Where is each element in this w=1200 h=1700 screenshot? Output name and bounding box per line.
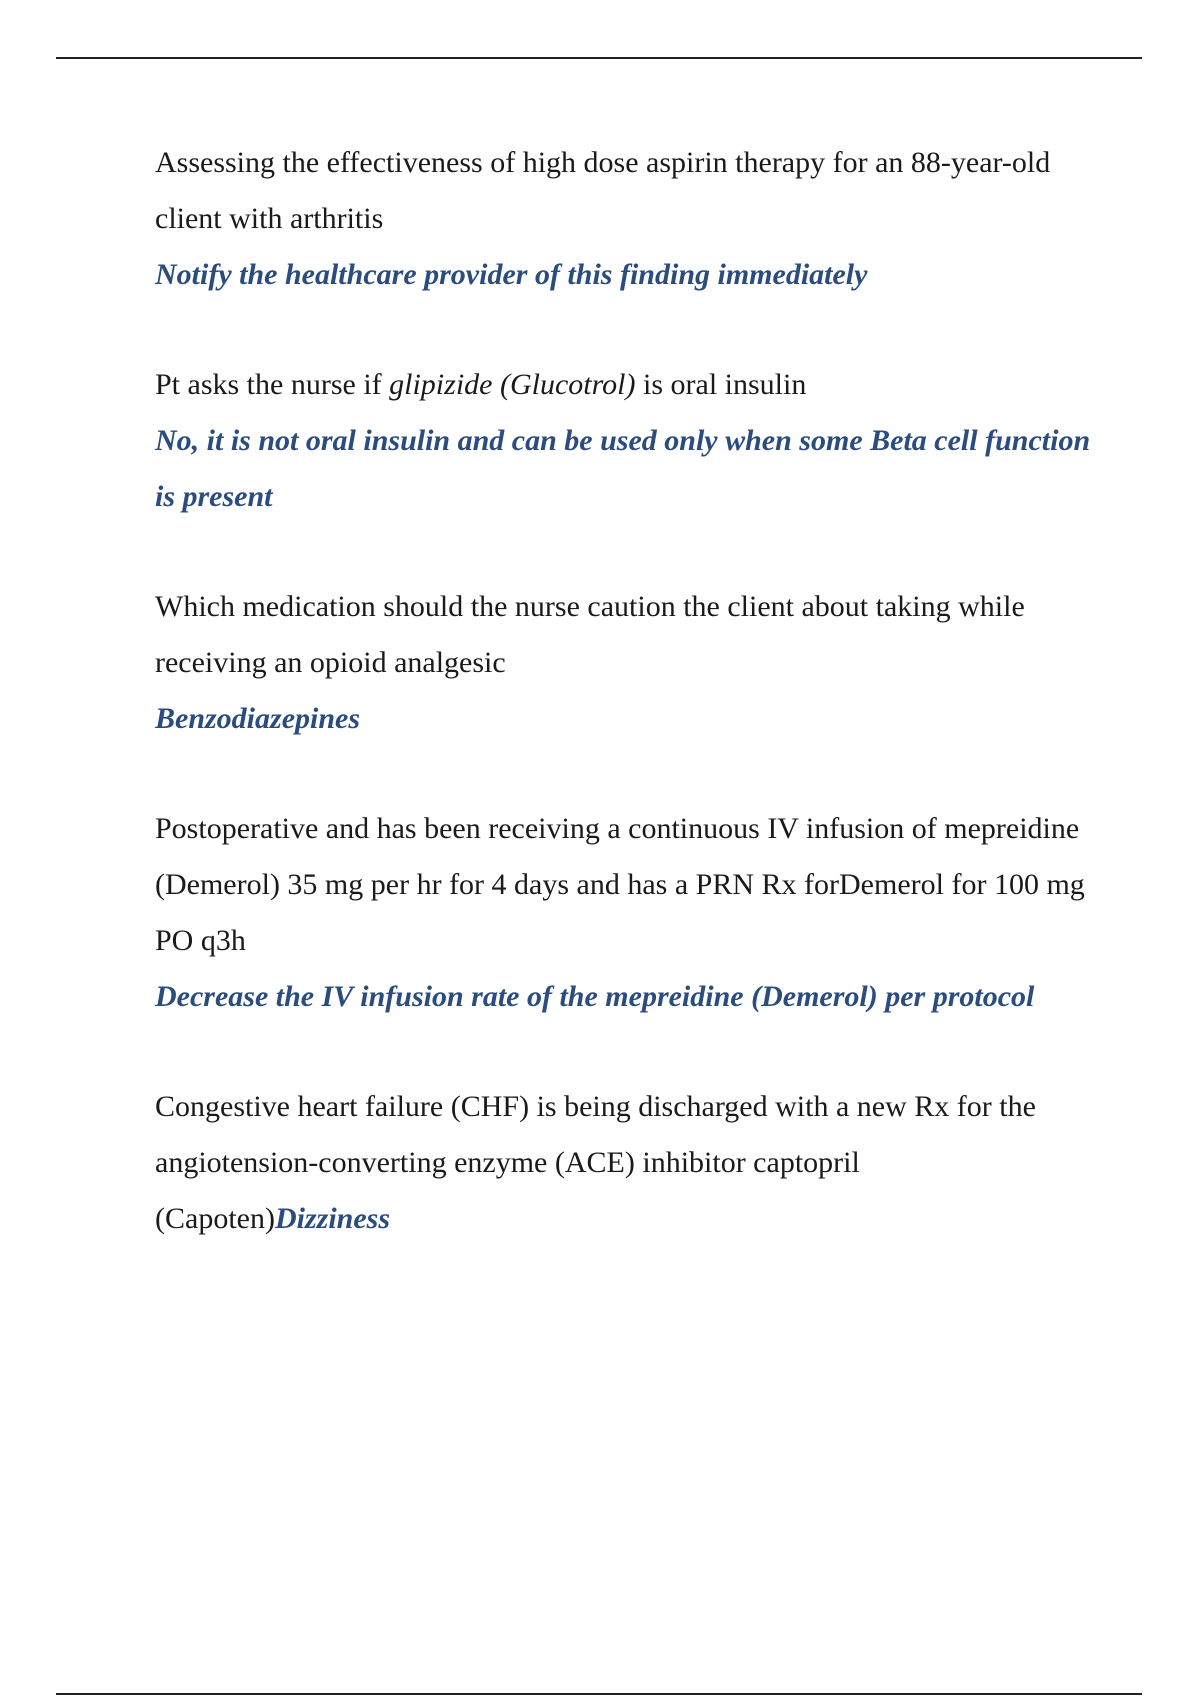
question-text: Postoperative and has been receiving a continuous IV infusion of mepreidine (Demerol) 35 mg per hr for 4 days and has a PRN Rx forDemerol for 100 mg PO q3h <box>155 812 1085 957</box>
question-text: Assessing the effectiveness of high dose aspirin therapy for an 88-year-old client with arthritis <box>155 146 1051 235</box>
answer-text: No, it is not oral insulin and can be used only when some Beta cell function is present <box>155 424 1091 513</box>
qa-item <box>155 135 1095 303</box>
question-text <box>155 1079 1095 1247</box>
question-prefix: Pt asks the nurse if <box>155 368 390 401</box>
answer-text: Notify the healthcare provider of this finding immediately <box>155 258 868 291</box>
qa-item <box>155 1079 1095 1247</box>
question-text <box>155 357 1095 413</box>
answer-text: Benzodiazepines <box>155 702 361 735</box>
header-rule <box>56 57 1142 59</box>
answer-text: Dizziness <box>274 1202 391 1235</box>
document-body <box>155 135 1095 1301</box>
qa-item <box>155 801 1095 1025</box>
question-suffix: is oral insulin <box>635 368 807 401</box>
question-inline: Congestive heart failure (CHF) is being discharged with a new Rx for the angiotension-converting enzyme (ACE) inhibitor captopril (Capoten) <box>155 1090 1036 1235</box>
question-drug-name: glipizide (Glucotrol) <box>389 368 636 401</box>
footer-rule <box>56 1693 1142 1695</box>
qa-item <box>155 579 1095 747</box>
question-text: Which medication should the nurse caution the client about taking while receiving an opioid analgesic <box>155 590 1025 679</box>
qa-item <box>155 357 1095 525</box>
answer-text: Decrease the IV infusion rate of the mepreidine (Demerol) per protocol <box>155 980 1035 1013</box>
